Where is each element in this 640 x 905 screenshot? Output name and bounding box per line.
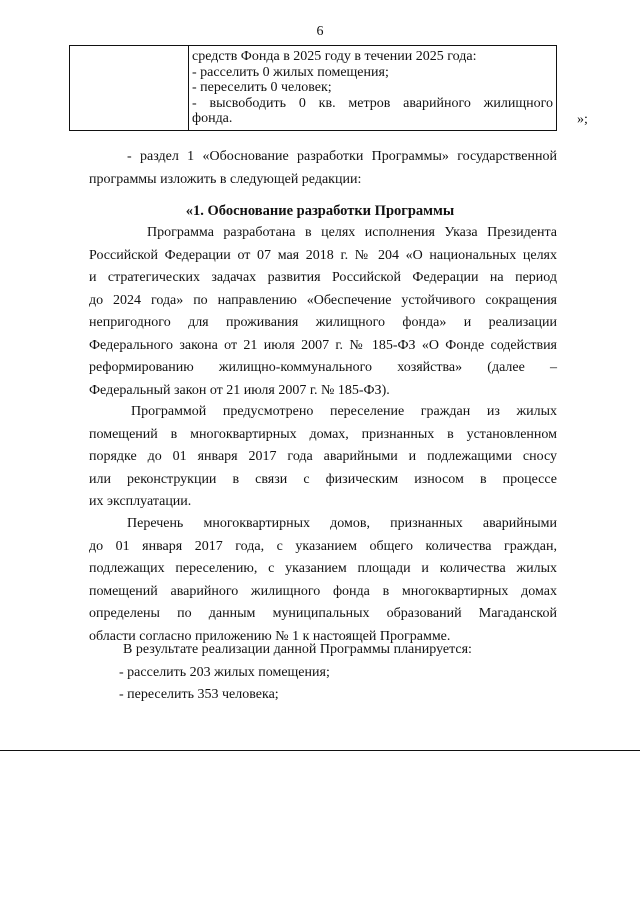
text-line: программы изложить в следующей редакции: — [89, 171, 362, 187]
text-line: В результате реализации данной Программы планируется: — [123, 642, 472, 657]
text-line: и стратегических задачах развития Российской Федерации на период — [89, 270, 557, 285]
page-number: 6 — [316, 24, 324, 39]
text-line: - расселить 203 жилых помещения; — [119, 664, 330, 680]
text-line: помещений в многоквартирных домах, признанных в установленном — [89, 426, 557, 442]
text-line: подлежащих переселению, с указанием площади и количества жилых — [89, 561, 557, 576]
text-line: до 01 января 2017 года, с указанием общего количества граждан, — [89, 538, 557, 554]
table-line: - высвободить 0 кв. метров аварийного жилищного — [192, 95, 553, 111]
paragraph-1 — [89, 222, 557, 402]
text-line: Российской Федерации от 07 мая 2018 г. № 204 «О национальных целях — [89, 247, 557, 263]
text-line: Программа разработана в целях исполнения Указа Президента — [147, 225, 557, 240]
paragraph-4 — [89, 639, 557, 707]
section-heading: «1. Обоснование разработки Программы — [185, 203, 455, 219]
text-line: реформированию жилищно-коммунального хозяйства» (далее – — [89, 360, 557, 375]
table-line: средств Фонда в 2025 году в течении 2025 года: — [192, 49, 477, 64]
table-line: - переселить 0 человек; — [192, 80, 332, 95]
closing-quote-mark: »; — [577, 112, 588, 127]
paragraph-2 — [89, 401, 557, 514]
text-line: до 2024 года» по направлению «Обеспечение устойчивого сокращения — [89, 292, 557, 308]
continuation-table — [69, 45, 557, 131]
text-line: - переселить 353 человека; — [119, 687, 279, 702]
text-line: помещений аварийного жилищного фонда в многоквартирных домах — [89, 583, 557, 599]
table-row — [70, 46, 557, 131]
table-text-cell — [189, 46, 557, 131]
page-bottom-rule — [0, 750, 640, 751]
text-line: порядке до 01 января 2017 года аварийными и подлежащими сносу — [89, 449, 557, 464]
text-line: Федеральный закон от 21 июля 2007 г. № 185-ФЗ). — [89, 382, 390, 398]
table-empty-cell — [70, 46, 189, 131]
table-line: фонда. — [192, 111, 233, 126]
intro-paragraph — [89, 146, 557, 191]
text-line: Федерального закона от 21 июля 2007 г. № 185-ФЗ «О Фонде содействия — [89, 337, 557, 353]
text-line: области согласно приложению № 1 к настоящей Программе. — [89, 628, 451, 644]
text-line: - раздел 1 «Обоснование разработки Программы» государственной — [127, 149, 557, 164]
text-line: Программой предусмотрено переселение граждан из жилых — [131, 404, 557, 419]
text-line: Перечень многоквартирных домов, признанных аварийными — [127, 516, 557, 531]
text-line: или реконструкции в связи с физическим износом в процессе — [89, 471, 557, 487]
text-line: непригодного для проживания жилищного фонда» и реализации — [89, 315, 557, 330]
text-line: их эксплуатации. — [89, 494, 192, 509]
text-line: определены по данным муниципальных образований Магаданской — [89, 606, 557, 621]
paragraph-3 — [89, 513, 557, 648]
table-line: - расселить 0 жилых помещения; — [192, 64, 389, 80]
